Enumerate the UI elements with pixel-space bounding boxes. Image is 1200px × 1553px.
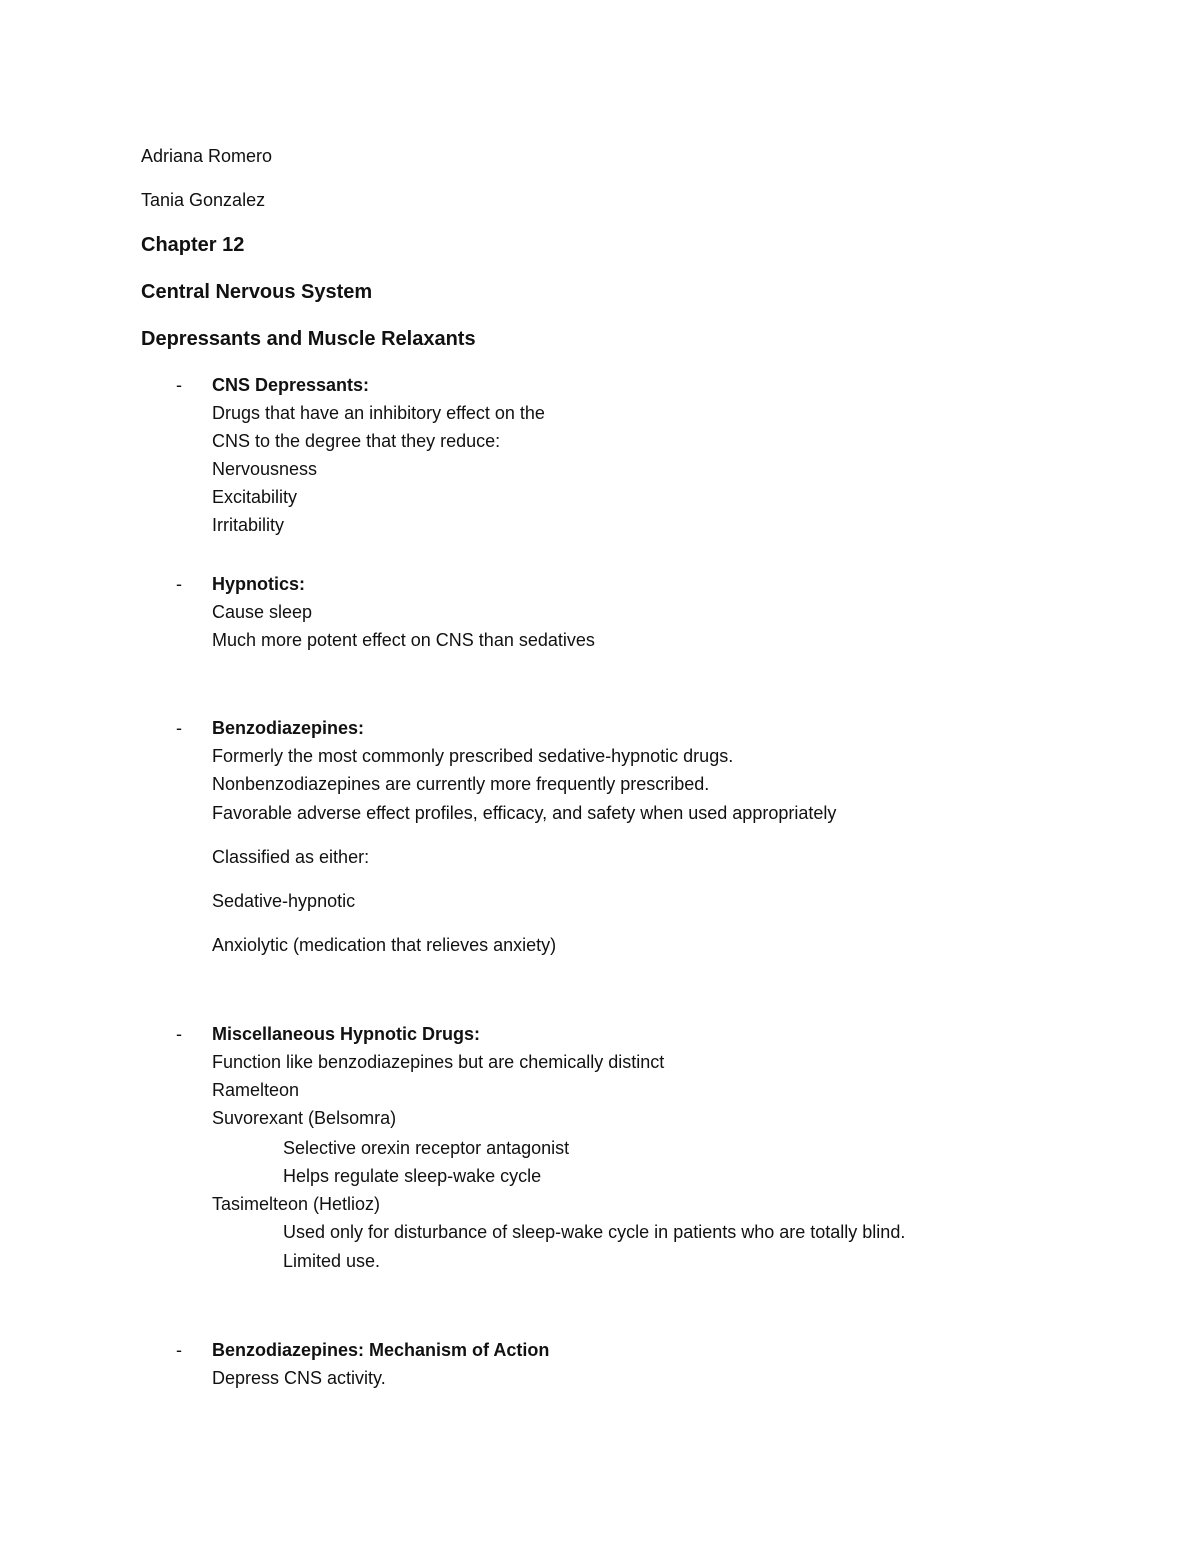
section-line: Sedative-hypnotic [212,891,356,911]
bullet-dash: - [176,574,182,594]
section-line: Function like benzodiazepines but are chemically distinct [212,1052,665,1072]
section-line: Nonbenzodiazepines are currently more frequently prescribed. [212,774,710,794]
section-line: Ramelteon [212,1080,300,1100]
section-title: Miscellaneous Hypnotic Drugs: [212,1024,481,1044]
bullet-dash: - [176,718,182,738]
section-line: Suvorexant (Belsomra) [212,1108,397,1128]
section-line: Irritability [212,515,285,535]
bullet-dash: - [176,1024,182,1044]
bullet-dash: - [176,1340,182,1360]
section-line: Excitability [212,487,298,507]
section-title: Benzodiazepines: Mechanism of Action [212,1340,550,1360]
section-line: Anxiolytic (medication that relieves anxiety) [212,935,557,955]
section-title: CNS Depressants: [212,375,370,395]
section-subline: Helps regulate sleep-wake cycle [283,1166,542,1186]
section-line: Cause sleep [212,602,313,622]
topic-heading: Depressants and Muscle Relaxants [141,328,476,350]
section-subline: Selective orexin receptor antagonist [283,1138,570,1158]
system-heading: Central Nervous System [141,281,373,303]
section-subline: Used only for disturbance of sleep-wake cycle in patients who are totally blind. [283,1222,906,1242]
section-line: Tasimelteon (Hetlioz) [212,1194,381,1214]
section-title: Hypnotics: [212,574,306,594]
section-title: Benzodiazepines: [212,718,365,738]
author-name: Tania Gonzalez [141,190,266,210]
bullet-dash: - [176,375,182,395]
section-line: Favorable adverse effect profiles, efficacy, and safety when used appropriately [212,803,837,823]
section-line: Classified as either: [212,847,370,867]
section-line: Drugs that have an inhibitory effect on the [212,403,545,423]
chapter-heading: Chapter 12 [141,234,245,256]
section-line: Nervousness [212,459,318,479]
section-line: Depress CNS activity. [212,1368,386,1388]
section-line: Formerly the most commonly prescribed sedative-hypnotic drugs. [212,746,734,766]
section-subline: Limited use. [283,1251,381,1271]
section-line: Much more potent effect on CNS than sedatives [212,630,595,650]
section-line: CNS to the degree that they reduce: [212,431,501,451]
author-name: Adriana Romero [141,146,273,166]
